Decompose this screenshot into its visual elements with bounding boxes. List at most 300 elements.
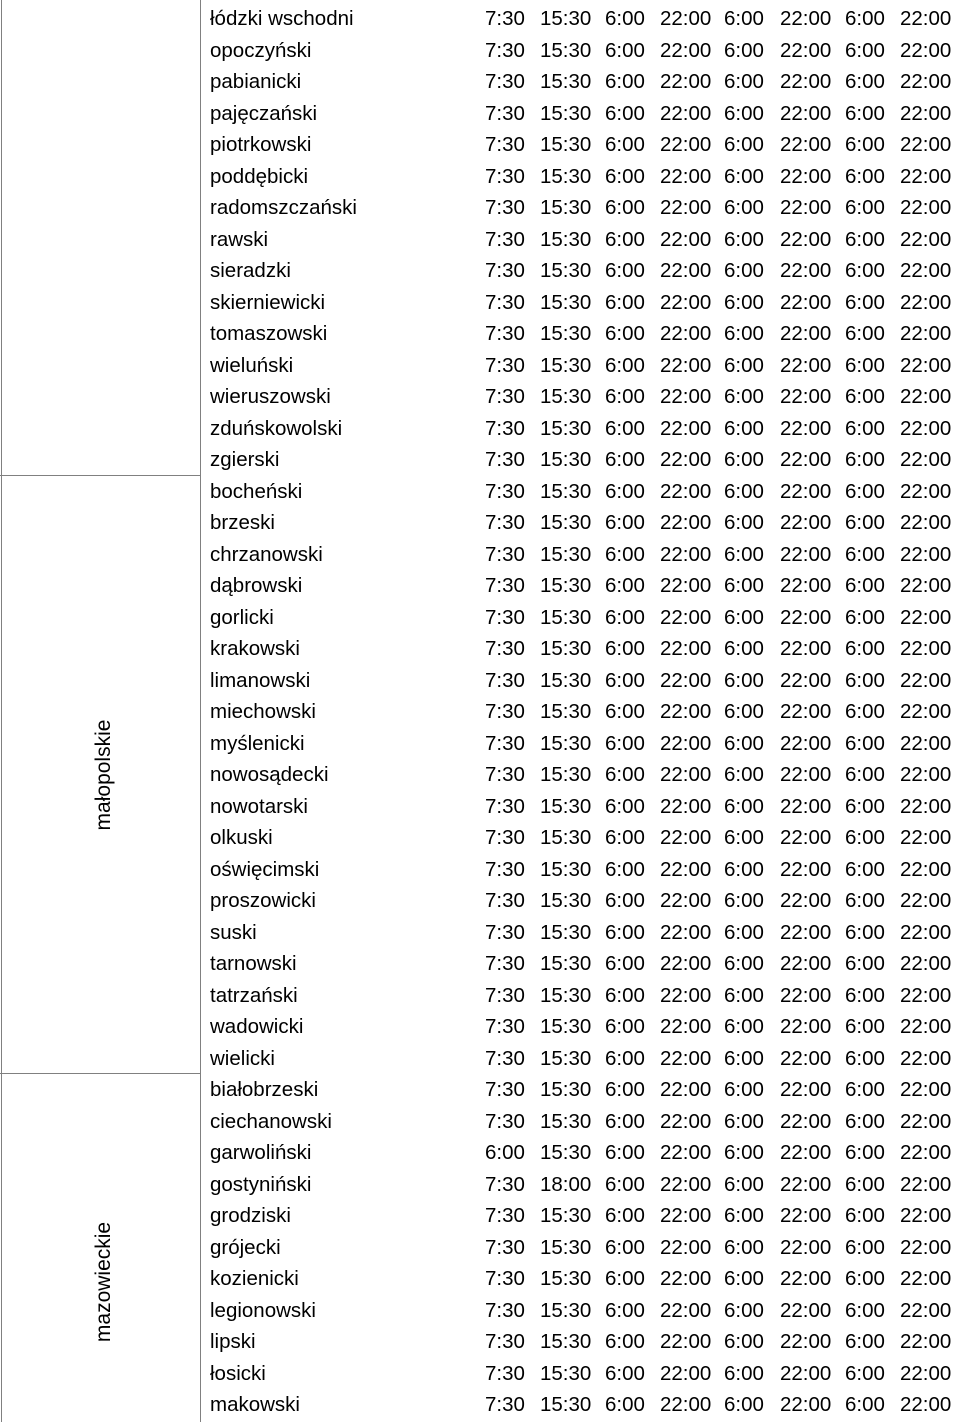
time-cell: 22:00 [660, 1204, 712, 1227]
table-row [0, 350, 960, 382]
time-cell: 22:00 [900, 920, 952, 944]
time-cell: 22:00 [780, 101, 832, 125]
time-cell: 7:30 [485, 101, 525, 125]
time-cell: 22:00 [780, 1015, 832, 1038]
time-cell: 7:30 [485, 1204, 525, 1227]
time-cell: 15:30 [540, 1015, 592, 1038]
time-cell: 22:00 [780, 700, 832, 723]
time-cell: 6:00 [605, 416, 645, 440]
table-row [0, 507, 960, 539]
district-name: pajęczański [210, 101, 318, 125]
table-row [0, 1137, 960, 1169]
time-cell: 22:00 [780, 385, 832, 408]
time-cell: 6:00 [605, 1235, 645, 1259]
time-cell: 6:00 [724, 259, 764, 282]
time-cell: 7:30 [485, 1235, 525, 1259]
time-cell: 22:00 [900, 1109, 952, 1133]
time-cell: 22:00 [900, 826, 952, 849]
time-cell: 6:00 [845, 952, 885, 975]
time-cell: 6:00 [845, 164, 885, 188]
time-cell: 22:00 [780, 637, 832, 660]
table-row [0, 633, 960, 665]
time-cell: 22:00 [780, 826, 832, 849]
time-cell: 22:00 [780, 605, 832, 629]
table-row [0, 381, 960, 413]
time-cell: 22:00 [660, 1267, 712, 1290]
time-cell: 22:00 [780, 353, 832, 377]
district-name: grodziski [210, 1204, 291, 1227]
time-cell: 22:00 [780, 794, 832, 818]
table-row [0, 728, 960, 760]
time-cell: 22:00 [900, 542, 952, 566]
time-cell: 6:00 [724, 322, 764, 345]
time-cell: 22:00 [900, 416, 952, 440]
time-cell: 6:00 [605, 794, 645, 818]
time-cell: 7:30 [485, 385, 525, 408]
time-cell: 15:30 [540, 1046, 592, 1070]
district-name: pabianicki [210, 70, 302, 93]
time-cell: 6:00 [605, 542, 645, 566]
time-cell: 15:30 [540, 1235, 592, 1259]
time-cell: 6:00 [724, 637, 764, 660]
time-cell: 22:00 [900, 1141, 952, 1164]
time-cell: 6:00 [724, 227, 764, 251]
time-cell: 22:00 [660, 448, 712, 471]
table-row [0, 1200, 960, 1232]
time-cell: 22:00 [780, 889, 832, 912]
time-cell: 22:00 [900, 794, 952, 818]
time-cell: 15:30 [540, 1141, 592, 1164]
time-cell: 15:30 [540, 101, 592, 125]
district-name: rawski [210, 227, 269, 251]
table-row [0, 570, 960, 602]
time-cell: 15:30 [540, 290, 592, 314]
time-cell: 22:00 [660, 763, 712, 786]
time-cell: 22:00 [900, 227, 952, 251]
time-cell: 7:30 [485, 448, 525, 471]
time-cell: 22:00 [660, 1393, 712, 1416]
time-cell: 6:00 [605, 920, 645, 944]
time-cell: 18:00 [540, 1172, 592, 1196]
time-cell: 7:30 [485, 1267, 525, 1290]
time-cell: 6:00 [845, 889, 885, 912]
district-name: zgierski [210, 448, 280, 471]
time-cell: 7:30 [485, 731, 525, 755]
time-cell: 22:00 [780, 920, 832, 944]
time-cell: 22:00 [660, 416, 712, 440]
time-cell: 6:00 [605, 889, 645, 912]
time-cell: 15:30 [540, 164, 592, 188]
time-cell: 15:30 [540, 857, 592, 881]
time-cell: 22:00 [660, 1141, 712, 1164]
time-cell: 22:00 [660, 574, 712, 597]
time-cell: 6:00 [845, 542, 885, 566]
time-cell: 22:00 [780, 1361, 832, 1385]
time-cell: 7:30 [485, 920, 525, 944]
table-row [0, 759, 960, 791]
time-cell: 15:30 [540, 1078, 592, 1101]
time-cell: 6:00 [724, 920, 764, 944]
time-cell: 22:00 [660, 889, 712, 912]
time-cell: 6:00 [845, 1078, 885, 1101]
district-name: chrzanowski [210, 542, 323, 566]
district-name: makowski [210, 1393, 300, 1416]
district-name: grójecki [210, 1235, 281, 1259]
time-cell: 22:00 [780, 1298, 832, 1322]
time-cell: 6:00 [724, 38, 764, 62]
time-cell: 7:30 [485, 7, 525, 30]
time-cell: 22:00 [780, 479, 832, 503]
district-name: brzeski [210, 511, 275, 534]
district-name: wadowicki [210, 1015, 304, 1038]
time-cell: 6:00 [605, 353, 645, 377]
district-name: olkuski [210, 826, 273, 849]
time-cell: 6:00 [605, 259, 645, 282]
time-cell: 22:00 [780, 322, 832, 345]
time-cell: 22:00 [660, 1330, 712, 1353]
time-cell: 15:30 [540, 1330, 592, 1353]
time-cell: 6:00 [845, 1330, 885, 1353]
time-cell: 6:00 [845, 1267, 885, 1290]
district-name: legionowski [210, 1298, 316, 1322]
time-cell: 6:00 [845, 7, 885, 30]
time-cell: 22:00 [660, 290, 712, 314]
time-cell: 22:00 [660, 70, 712, 93]
district-name: gostyniński [210, 1172, 312, 1196]
time-cell: 7:30 [485, 290, 525, 314]
time-cell: 22:00 [780, 133, 832, 156]
time-cell: 22:00 [780, 668, 832, 692]
table-row [0, 224, 960, 256]
time-cell: 6:00 [605, 826, 645, 849]
district-name: opoczyński [210, 38, 312, 62]
time-cell: 6:00 [845, 1393, 885, 1416]
time-cell: 7:30 [485, 353, 525, 377]
time-cell: 22:00 [900, 763, 952, 786]
time-cell: 22:00 [660, 1078, 712, 1101]
district-name: tomaszowski [210, 322, 328, 345]
time-cell: 22:00 [780, 164, 832, 188]
time-cell: 6:00 [845, 353, 885, 377]
time-cell: 22:00 [900, 1393, 952, 1416]
time-cell: 6:00 [605, 1361, 645, 1385]
time-cell: 6:00 [845, 826, 885, 849]
time-cell: 6:00 [605, 227, 645, 251]
time-cell: 6:00 [605, 1204, 645, 1227]
table-row [0, 602, 960, 634]
time-cell: 22:00 [900, 1204, 952, 1227]
table-row [0, 287, 960, 319]
table-row [0, 665, 960, 697]
time-cell: 22:00 [660, 259, 712, 282]
time-cell: 6:00 [605, 1298, 645, 1322]
time-cell: 22:00 [660, 353, 712, 377]
time-cell: 6:00 [605, 1267, 645, 1290]
time-cell: 15:30 [540, 826, 592, 849]
time-cell: 6:00 [605, 38, 645, 62]
district-name: wieruszowski [210, 385, 331, 408]
table-row [0, 98, 960, 130]
table-row [0, 3, 960, 35]
time-cell: 7:30 [485, 1330, 525, 1353]
time-cell: 15:30 [540, 952, 592, 975]
time-cell: 22:00 [900, 290, 952, 314]
time-cell: 15:30 [540, 1109, 592, 1133]
time-cell: 22:00 [900, 196, 952, 219]
district-name: limanowski [210, 668, 311, 692]
time-cell: 22:00 [660, 983, 712, 1007]
time-cell: 6:00 [724, 857, 764, 881]
time-cell: 22:00 [780, 1204, 832, 1227]
district-name: tarnowski [210, 952, 297, 975]
time-cell: 7:30 [485, 668, 525, 692]
time-cell: 22:00 [780, 1109, 832, 1133]
time-cell: 6:00 [605, 7, 645, 30]
time-cell: 7:30 [485, 1078, 525, 1101]
table-row [0, 413, 960, 445]
time-cell: 15:30 [540, 227, 592, 251]
time-cell: 22:00 [660, 826, 712, 849]
time-cell: 22:00 [900, 574, 952, 597]
time-cell: 6:00 [724, 416, 764, 440]
time-cell: 6:00 [605, 1015, 645, 1038]
time-cell: 22:00 [900, 353, 952, 377]
time-cell: 6:00 [724, 385, 764, 408]
time-cell: 6:00 [605, 101, 645, 125]
time-cell: 6:00 [724, 826, 764, 849]
time-cell: 6:00 [724, 1330, 764, 1353]
district-name: suski [210, 920, 257, 944]
time-cell: 6:00 [724, 1235, 764, 1259]
district-name: krakowski [210, 637, 300, 660]
time-cell: 7:30 [485, 511, 525, 534]
time-cell: 6:00 [845, 1235, 885, 1259]
time-cell: 6:00 [605, 1330, 645, 1353]
district-name: kozienicki [210, 1267, 299, 1290]
time-cell: 6:00 [845, 731, 885, 755]
time-cell: 6:00 [605, 857, 645, 881]
time-cell: 22:00 [900, 605, 952, 629]
time-cell: 6:00 [845, 290, 885, 314]
time-cell: 15:30 [540, 70, 592, 93]
time-cell: 15:30 [540, 385, 592, 408]
time-cell: 22:00 [660, 385, 712, 408]
time-cell: 6:00 [605, 605, 645, 629]
time-cell: 6:00 [724, 353, 764, 377]
time-cell: 22:00 [780, 7, 832, 30]
table-row [0, 885, 960, 917]
time-cell: 22:00 [660, 1046, 712, 1070]
time-cell: 7:30 [485, 133, 525, 156]
time-cell: 6:00 [724, 763, 764, 786]
time-cell: 7:30 [485, 38, 525, 62]
time-cell: 22:00 [780, 1046, 832, 1070]
time-cell: 6:00 [845, 133, 885, 156]
time-cell: 15:30 [540, 38, 592, 62]
time-cell: 15:30 [540, 416, 592, 440]
time-cell: 22:00 [660, 668, 712, 692]
time-cell: 22:00 [780, 448, 832, 471]
time-cell: 6:00 [724, 1361, 764, 1385]
time-cell: 22:00 [900, 700, 952, 723]
time-cell: 22:00 [660, 7, 712, 30]
time-cell: 6:00 [724, 1015, 764, 1038]
table-row [0, 129, 960, 161]
district-name: białobrzeski [210, 1078, 319, 1101]
table-row [0, 1169, 960, 1201]
table-row [0, 1326, 960, 1358]
time-cell: 22:00 [780, 1393, 832, 1416]
time-cell: 7:30 [485, 826, 525, 849]
time-cell: 22:00 [660, 731, 712, 755]
time-cell: 22:00 [900, 1078, 952, 1101]
time-cell: 6:00 [845, 794, 885, 818]
time-cell: 22:00 [780, 1141, 832, 1164]
time-cell: 6:00 [845, 857, 885, 881]
table-row [0, 1232, 960, 1264]
table-row [0, 255, 960, 287]
time-cell: 22:00 [780, 38, 832, 62]
time-cell: 15:30 [540, 637, 592, 660]
time-cell: 6:00 [845, 574, 885, 597]
time-cell: 15:30 [540, 605, 592, 629]
time-cell: 6:00 [845, 668, 885, 692]
time-cell: 22:00 [780, 1078, 832, 1101]
time-cell: 7:30 [485, 1393, 525, 1416]
time-cell: 7:30 [485, 479, 525, 503]
time-cell: 6:00 [724, 290, 764, 314]
time-cell: 6:00 [724, 952, 764, 975]
time-cell: 6:00 [845, 605, 885, 629]
time-cell: 22:00 [900, 1015, 952, 1038]
table-row [0, 791, 960, 823]
time-cell: 6:00 [724, 448, 764, 471]
time-cell: 6:00 [724, 1393, 764, 1416]
time-cell: 22:00 [900, 1330, 952, 1353]
time-cell: 22:00 [780, 227, 832, 251]
time-cell: 7:30 [485, 1109, 525, 1133]
time-cell: 6:00 [605, 1172, 645, 1196]
district-name: sieradzki [210, 259, 291, 282]
time-cell: 7:30 [485, 416, 525, 440]
time-cell: 22:00 [660, 952, 712, 975]
time-cell: 6:00 [724, 7, 764, 30]
time-cell: 22:00 [780, 290, 832, 314]
district-name: tatrzański [210, 983, 298, 1007]
time-cell: 6:00 [605, 763, 645, 786]
time-cell: 15:30 [540, 353, 592, 377]
district-name: nowosądecki [210, 763, 329, 786]
time-cell: 6:00 [605, 731, 645, 755]
time-cell: 6:00 [605, 637, 645, 660]
table-row [0, 66, 960, 98]
district-name: myślenicki [210, 731, 305, 755]
time-cell: 6:00 [724, 889, 764, 912]
time-cell: 22:00 [660, 322, 712, 345]
time-cell: 6:00 [724, 668, 764, 692]
time-cell: 15:30 [540, 920, 592, 944]
time-cell: 6:00 [845, 1361, 885, 1385]
time-cell: 6:00 [845, 101, 885, 125]
time-cell: 22:00 [780, 511, 832, 534]
time-cell: 22:00 [900, 1172, 952, 1196]
time-cell: 22:00 [780, 416, 832, 440]
time-cell: 6:00 [845, 1046, 885, 1070]
time-cell: 6:00 [724, 731, 764, 755]
time-cell: 15:30 [540, 448, 592, 471]
table-row [0, 1389, 960, 1421]
time-cell: 22:00 [900, 731, 952, 755]
time-cell: 22:00 [660, 794, 712, 818]
time-cell: 7:30 [485, 1046, 525, 1070]
time-cell: 22:00 [660, 1235, 712, 1259]
region-label: mazowieckie [92, 1221, 115, 1342]
time-cell: 6:00 [724, 1141, 764, 1164]
table-row [0, 318, 960, 350]
district-name: dąbrowski [210, 574, 303, 597]
time-cell: 6:00 [845, 479, 885, 503]
time-cell: 15:30 [540, 259, 592, 282]
time-cell: 6:00 [724, 542, 764, 566]
time-cell: 15:30 [540, 1204, 592, 1227]
time-cell: 22:00 [660, 605, 712, 629]
time-cell: 22:00 [780, 763, 832, 786]
district-name: lipski [210, 1330, 256, 1353]
time-cell: 7:30 [485, 164, 525, 188]
table-row [0, 948, 960, 980]
time-cell: 15:30 [540, 1393, 592, 1416]
time-cell: 7:30 [485, 1298, 525, 1322]
time-cell: 22:00 [900, 889, 952, 912]
time-cell: 22:00 [900, 70, 952, 93]
time-cell: 22:00 [780, 196, 832, 219]
time-cell: 7:30 [485, 637, 525, 660]
time-cell: 15:30 [540, 542, 592, 566]
time-cell: 22:00 [900, 1267, 952, 1290]
district-name: skierniewicki [210, 290, 326, 314]
time-cell: 22:00 [660, 1298, 712, 1322]
time-cell: 15:30 [540, 322, 592, 345]
time-cell: 6:00 [845, 511, 885, 534]
time-cell: 6:00 [605, 668, 645, 692]
time-cell: 15:30 [540, 133, 592, 156]
table-row [0, 696, 960, 728]
time-cell: 6:00 [845, 1172, 885, 1196]
time-cell: 22:00 [660, 1361, 712, 1385]
time-cell: 22:00 [780, 1172, 832, 1196]
time-cell: 15:30 [540, 1361, 592, 1385]
time-cell: 6:00 [605, 511, 645, 534]
time-cell: 6:00 [605, 133, 645, 156]
time-cell: 6:00 [605, 1109, 645, 1133]
time-cell: 7:30 [485, 1015, 525, 1038]
time-cell: 6:00 [845, 637, 885, 660]
region-label: małopolskie [92, 719, 115, 831]
time-cell: 6:00 [845, 700, 885, 723]
table-row [0, 1011, 960, 1043]
time-cell: 7:30 [485, 322, 525, 345]
district-name: oświęcimski [210, 857, 320, 881]
table-row [0, 161, 960, 193]
time-cell: 15:30 [540, 511, 592, 534]
time-cell: 22:00 [660, 542, 712, 566]
time-cell: 15:30 [540, 479, 592, 503]
time-cell: 6:00 [845, 1109, 885, 1133]
table-row [0, 1263, 960, 1295]
time-cell: 6:00 [845, 1141, 885, 1164]
time-cell: 6:00 [845, 1015, 885, 1038]
district-name: łódzki wschodni [210, 7, 354, 30]
